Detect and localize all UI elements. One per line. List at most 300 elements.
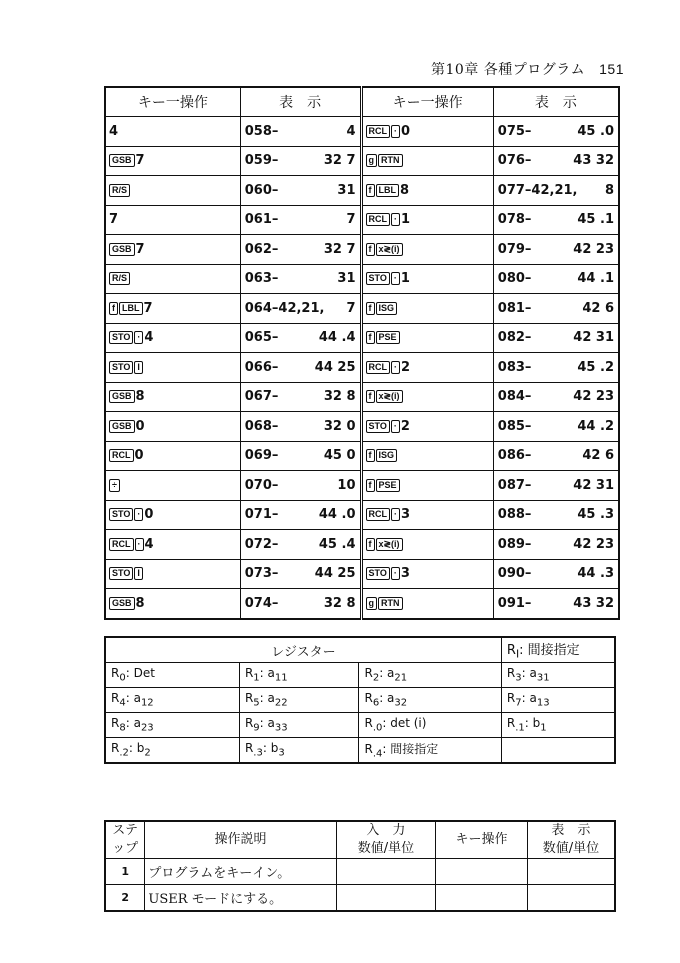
calculator-key: ·	[391, 508, 400, 521]
key-code: 45 .1	[577, 212, 614, 228]
step-number: 2	[105, 885, 145, 912]
calculator-key: ISG	[376, 449, 398, 462]
key-code: 44 .1	[577, 271, 614, 287]
calculator-key: GSB	[109, 243, 135, 256]
register-value-sub: 12	[140, 697, 154, 709]
program-row	[105, 176, 619, 206]
key-code: 7	[346, 212, 356, 228]
calculator-key: I	[134, 567, 143, 580]
display-cell-left	[240, 559, 361, 589]
line-number: 088–	[497, 507, 532, 523]
input-header-line2: 数値/単位	[357, 841, 415, 856]
key-code: 43 32	[573, 153, 614, 169]
register-value: : a	[259, 666, 275, 681]
register-cell	[105, 738, 239, 764]
register-index: 6	[372, 697, 380, 709]
register-value: : a	[259, 716, 275, 731]
calculator-key: LBL	[376, 184, 400, 197]
calculator-key: STO	[109, 567, 133, 580]
register-value: : 間接指定	[382, 742, 439, 757]
step-header-line2: ップ	[112, 841, 139, 856]
register-value: : a	[125, 691, 141, 706]
line-number: 090–	[497, 566, 532, 582]
calculator-key: STO	[366, 567, 390, 580]
calculator-key: R/S	[109, 272, 130, 285]
register-index: 5	[253, 697, 260, 709]
display-header-line2: 数値/単位	[542, 841, 600, 856]
line-number: 060–	[244, 182, 279, 198]
line-number: 085–	[497, 418, 532, 434]
register-cell	[359, 713, 501, 738]
register-row	[105, 688, 615, 713]
calculator-key: ·	[391, 567, 400, 580]
line-number: 081–	[497, 300, 532, 316]
register-cell	[359, 688, 501, 713]
key-digit: 1	[401, 212, 411, 228]
calculator-key: ÷	[109, 479, 120, 492]
line-number: 082–	[497, 330, 532, 346]
key-cell-right	[361, 441, 493, 471]
calculator-key: ·	[391, 213, 400, 226]
step-table-header	[105, 821, 615, 859]
display-cell-left	[240, 353, 361, 383]
program-row	[105, 441, 619, 471]
register-letter: R	[244, 741, 254, 756]
display-cell-left	[240, 589, 361, 619]
display-cell-right	[493, 205, 619, 235]
program-row	[105, 264, 619, 294]
line-number: 063–	[244, 271, 279, 287]
register-value: : b	[524, 716, 541, 731]
calculator-key: GSB	[109, 597, 135, 610]
key-digit: 4	[109, 123, 119, 139]
register-title: レジスター	[105, 637, 501, 663]
calculator-key: ISG	[376, 302, 398, 315]
input-cell	[336, 885, 436, 912]
calculator-key: x≷(i)	[376, 243, 403, 256]
key-code: 8	[604, 182, 614, 198]
key-cell-left	[105, 441, 240, 471]
key-digit: 0	[135, 418, 145, 434]
register-index: 4	[119, 697, 126, 709]
display-cell-left	[240, 176, 361, 206]
key-code: 42 6	[582, 448, 614, 464]
line-number: 059–	[244, 153, 279, 169]
register-value-sub: 22	[274, 697, 288, 709]
key-code: 42 31	[573, 330, 614, 346]
display-cell-left	[240, 264, 361, 294]
calculator-key: RCL	[109, 449, 134, 462]
key-cell-right	[361, 471, 493, 501]
ri-sub: I	[515, 647, 520, 661]
key-cell-right	[361, 323, 493, 353]
display-cell-left	[240, 294, 361, 324]
program-row	[105, 589, 619, 619]
line-number: 066–	[244, 359, 279, 375]
register-value-sub: 32	[394, 697, 408, 709]
key-cell-left	[105, 235, 240, 265]
register-letter: R	[506, 666, 516, 681]
register-letter: R	[111, 691, 120, 706]
calculator-key: RCL	[366, 125, 391, 138]
display-cell-left	[240, 205, 361, 235]
register-value: : a	[379, 691, 395, 706]
display-cell-right	[493, 264, 619, 294]
register-ri-cell	[501, 637, 615, 663]
input-cell	[336, 859, 436, 885]
key-digit: 7	[135, 241, 145, 257]
calculator-key: R/S	[109, 184, 130, 197]
key-code: 42 23	[573, 389, 614, 405]
key-code: 42 23	[573, 536, 614, 552]
key-header-left: キー一操作	[105, 87, 240, 117]
line-number: 079–	[497, 241, 532, 257]
key-cell-left	[105, 176, 240, 206]
key-cell-left	[105, 323, 240, 353]
register-letter: R	[506, 691, 516, 706]
chapter-title: 第10章 各種プログラム	[431, 62, 586, 78]
key-code: 32 8	[323, 595, 356, 611]
line-number: 073–	[244, 566, 279, 582]
key-digit: 8	[135, 389, 145, 405]
display-cell-left	[240, 471, 361, 501]
display-cell-left	[240, 323, 361, 353]
key-header-right: キー一操作	[361, 87, 493, 117]
line-number: 087–	[497, 477, 532, 493]
register-cell	[501, 738, 615, 764]
register-value: : Det	[125, 666, 155, 681]
key-cell-right	[361, 146, 493, 176]
key-code: 44 .2	[577, 418, 614, 434]
key-cell-left	[105, 117, 240, 147]
key-cell-right	[361, 294, 493, 324]
key-header: キー操作	[436, 821, 528, 859]
key-cell-right	[361, 235, 493, 265]
key-cell-right	[361, 176, 493, 206]
register-letter: R	[364, 742, 373, 757]
key-cell-left	[105, 205, 240, 235]
register-cell	[359, 738, 501, 764]
line-number: 069–	[244, 448, 279, 464]
line-number: 084–	[497, 389, 532, 405]
calculator-key: STO	[366, 272, 390, 285]
key-digit: 7	[143, 300, 153, 316]
line-number: 080–	[497, 271, 532, 287]
calculator-key: RTN	[378, 597, 403, 610]
key-digit: 8	[135, 595, 145, 611]
ri-letter: R	[506, 643, 516, 659]
key-code: 32 8	[323, 389, 356, 405]
key-code: 10	[337, 477, 356, 493]
calculator-key: f	[366, 243, 375, 256]
register-value: : a	[125, 716, 141, 731]
key-code: 42 6	[582, 300, 614, 316]
program-table-header	[105, 87, 619, 117]
step-number: 1	[105, 859, 145, 885]
key-cell-left	[105, 353, 240, 383]
step-table	[104, 820, 616, 912]
register-letter: R	[364, 666, 373, 681]
register-value-sub: 1	[540, 722, 547, 734]
register-index: .0	[372, 722, 383, 734]
calculator-key: ·	[391, 420, 400, 433]
register-letter: R	[244, 666, 254, 681]
key-code: 45 0	[323, 448, 356, 464]
desc-header: 操作説明	[145, 821, 336, 859]
display-cell-left	[240, 382, 361, 412]
key-cell-left	[105, 146, 240, 176]
key-code: 42 31	[573, 477, 614, 493]
calculator-key: g	[366, 597, 378, 610]
input-header-line1: 入 力	[366, 823, 406, 838]
register-letter: R	[364, 691, 373, 706]
step-row	[105, 885, 615, 912]
key-cell-right	[361, 412, 493, 442]
display-header-right: 表 示	[493, 87, 619, 117]
program-row	[105, 530, 619, 560]
register-value-sub: 11	[274, 672, 288, 684]
program-row	[105, 117, 619, 147]
calculator-key: STO	[109, 361, 133, 374]
register-index: 3	[515, 672, 522, 684]
key-cell-right	[361, 205, 493, 235]
register-cell	[239, 663, 359, 688]
display-cell-left	[240, 146, 361, 176]
display-cell-right	[493, 353, 619, 383]
key-digit: 4	[144, 330, 154, 346]
key-code: 4	[346, 123, 356, 139]
key-cell-right	[361, 117, 493, 147]
register-letter: R	[111, 666, 120, 681]
display-cell-right	[493, 412, 619, 442]
calculator-key: ·	[391, 361, 400, 374]
register-index: 7	[515, 697, 522, 709]
line-number: 065–	[244, 330, 279, 346]
register-index: 2	[372, 672, 380, 684]
step-header-line1: ステ	[112, 823, 139, 838]
program-row	[105, 323, 619, 353]
key-digit: 3	[401, 507, 411, 523]
program-row	[105, 412, 619, 442]
key-digit: 4	[144, 536, 154, 552]
program-row	[105, 294, 619, 324]
register-value-sub: 3	[278, 747, 285, 759]
calculator-key: I	[134, 361, 143, 374]
line-number: 068–	[244, 418, 279, 434]
key-cell	[436, 859, 528, 885]
step-description: プログラムをキーイン。	[145, 859, 336, 885]
key-cell-right	[361, 353, 493, 383]
line-number: 072–	[244, 536, 279, 552]
key-cell-left	[105, 471, 240, 501]
display-header-line1: 表 示	[551, 823, 591, 838]
program-row	[105, 559, 619, 589]
calculator-key: ·	[391, 125, 400, 138]
register-value-sub: 31	[536, 672, 550, 684]
display-cell-right	[493, 117, 619, 147]
display-cell	[527, 859, 615, 885]
register-index: 0	[119, 672, 126, 684]
ri-text: : 間接指定	[519, 643, 580, 659]
display-header-left: 表 示	[240, 87, 361, 117]
program-row	[105, 146, 619, 176]
display-cell-right	[493, 382, 619, 412]
page-number: 151	[599, 61, 624, 77]
key-cell	[436, 885, 528, 912]
calculator-key: f	[366, 390, 375, 403]
register-letter: R	[111, 716, 120, 731]
key-cell-left	[105, 264, 240, 294]
calculator-key: f	[366, 331, 375, 344]
calculator-key: RTN	[378, 154, 403, 167]
key-cell-left	[105, 589, 240, 619]
key-cell-left	[105, 500, 240, 530]
display-cell-left	[240, 412, 361, 442]
register-index: 8	[119, 722, 126, 734]
line-number: 076–	[497, 153, 532, 169]
calculator-key: f	[366, 538, 375, 551]
line-number: 074–	[244, 595, 279, 611]
key-digit: 7	[135, 153, 145, 169]
key-digit: 3	[400, 566, 410, 582]
calculator-key: GSB	[109, 420, 135, 433]
calculator-key: f	[109, 302, 118, 315]
register-index: .1	[515, 722, 525, 734]
display-header	[527, 821, 615, 859]
line-number: 083–	[497, 359, 532, 375]
line-number: 064–42,21,	[244, 300, 325, 316]
key-code: 44 .4	[318, 330, 356, 346]
register-value: : det (i)	[382, 716, 427, 731]
calculator-key: ·	[134, 508, 143, 521]
display-cell-left	[240, 117, 361, 147]
calculator-key: f	[366, 449, 375, 462]
display-cell-right	[493, 589, 619, 619]
register-cell	[105, 688, 239, 713]
calculator-key: f	[366, 479, 375, 492]
program-row	[105, 382, 619, 412]
calculator-key: RCL	[366, 213, 391, 226]
register-cell	[501, 688, 615, 713]
calculator-key: ·	[134, 331, 143, 344]
register-value-sub: 21	[394, 672, 408, 684]
input-header	[336, 821, 436, 859]
calculator-key: ·	[135, 538, 144, 551]
key-cell-right	[361, 382, 493, 412]
calculator-key: RCL	[109, 538, 134, 551]
step-row	[105, 859, 615, 885]
key-code: 45 .4	[318, 536, 356, 552]
key-digit: 0	[401, 123, 411, 139]
key-cell-right	[361, 500, 493, 530]
register-index: .3	[253, 747, 263, 759]
key-code: 45 .2	[577, 359, 614, 375]
key-code: 44 .3	[577, 566, 614, 582]
register-cell	[239, 713, 359, 738]
display-cell-left	[240, 500, 361, 530]
line-number: 070–	[244, 477, 279, 493]
display-cell-right	[493, 559, 619, 589]
line-number: 075–	[497, 123, 532, 139]
calculator-key: RCL	[366, 361, 391, 374]
register-index: 1	[253, 672, 260, 684]
line-number: 078–	[497, 212, 532, 228]
calculator-key: x≷(i)	[376, 390, 403, 403]
program-table	[104, 86, 620, 620]
calculator-key: g	[366, 154, 378, 167]
register-value-sub: 13	[536, 697, 550, 709]
display-cell-right	[493, 235, 619, 265]
key-code: 7	[346, 300, 356, 316]
register-value: : b	[128, 741, 145, 756]
key-digit: 2	[400, 418, 410, 434]
register-cell	[105, 663, 239, 688]
register-cell	[359, 663, 501, 688]
key-digit: 1	[400, 271, 410, 287]
calculator-key: f	[366, 184, 375, 197]
calculator-key: GSB	[109, 154, 135, 167]
register-index: 9	[253, 722, 260, 734]
key-cell-left	[105, 530, 240, 560]
key-cell-left	[105, 412, 240, 442]
calculator-key: STO	[366, 420, 390, 433]
key-code: 44 25	[314, 566, 356, 582]
key-cell-right	[361, 559, 493, 589]
register-value-sub: 33	[274, 722, 288, 734]
register-value: : b	[262, 741, 279, 756]
key-code: 32 0	[323, 418, 356, 434]
key-cell-left	[105, 294, 240, 324]
register-cell	[105, 713, 239, 738]
register-value-sub: 23	[140, 722, 154, 734]
register-value: : a	[521, 691, 537, 706]
register-value-sub: 2	[144, 747, 151, 759]
key-digit: 7	[109, 212, 119, 228]
program-row	[105, 235, 619, 265]
key-cell-left	[105, 559, 240, 589]
register-title-row	[105, 637, 615, 663]
calculator-key: RCL	[366, 508, 391, 521]
register-index: .2	[119, 747, 129, 759]
register-cell	[501, 663, 615, 688]
calculator-key: LBL	[119, 302, 143, 315]
program-row	[105, 353, 619, 383]
step-header	[105, 821, 145, 859]
calculator-key: STO	[109, 331, 133, 344]
display-cell-left	[240, 441, 361, 471]
register-index: .4	[372, 748, 383, 760]
line-number: 058–	[244, 123, 279, 139]
register-letter: R	[364, 716, 373, 731]
program-row	[105, 471, 619, 501]
key-code: 42 23	[573, 241, 614, 257]
key-code: 32 7	[323, 241, 356, 257]
key-code: 45 .0	[577, 123, 614, 139]
line-number: 089–	[497, 536, 532, 552]
calculator-key: GSB	[109, 390, 135, 403]
key-code: 45 .3	[577, 507, 614, 523]
program-row	[105, 500, 619, 530]
line-number: 071–	[244, 507, 279, 523]
display-cell-left	[240, 235, 361, 265]
register-row	[105, 738, 615, 764]
register-letter: R	[111, 741, 120, 756]
key-digit: 0	[134, 448, 144, 464]
register-row	[105, 713, 615, 738]
calculator-key: PSE	[376, 331, 400, 344]
display-cell-right	[493, 500, 619, 530]
line-number: 061–	[244, 212, 279, 228]
